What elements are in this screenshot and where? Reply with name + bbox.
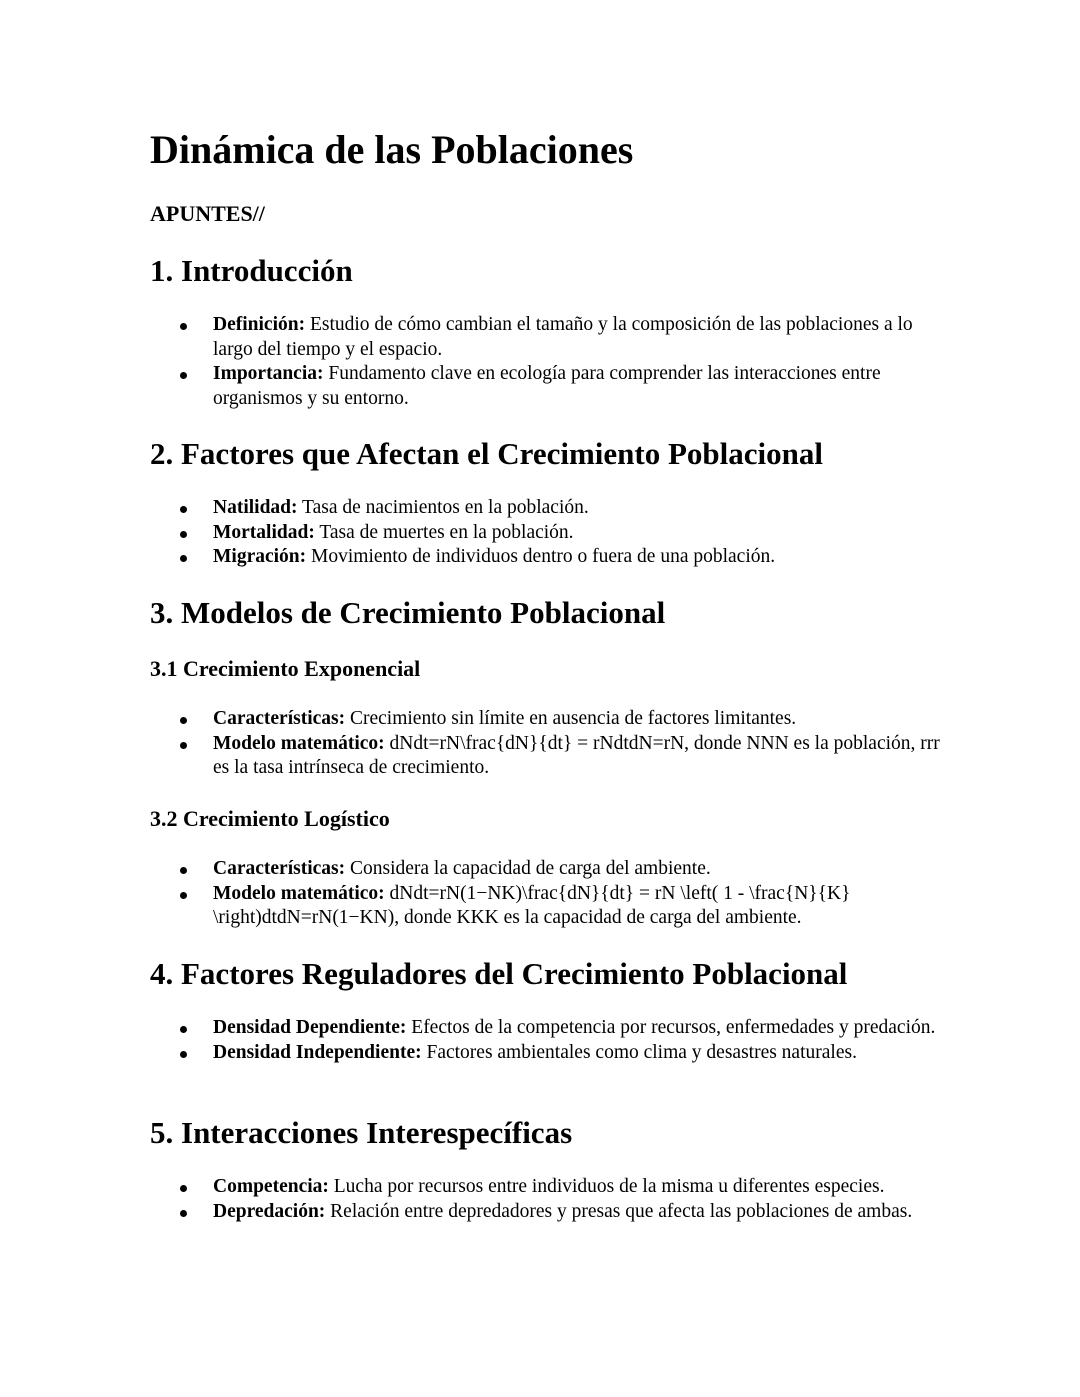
list-item bbox=[150, 1200, 940, 1225]
list-item-text: Tasa de nacimientos en la población. bbox=[297, 497, 589, 518]
list-item bbox=[150, 496, 940, 521]
list-item-term: Modelo matemático: bbox=[213, 882, 385, 904]
list-item bbox=[150, 545, 940, 570]
list-item-text: Factores ambientales como clima y desastres naturales. bbox=[421, 1041, 857, 1063]
list-item-text: Relación entre depredadores y presas que afecta las poblaciones de ambas. bbox=[325, 1200, 913, 1222]
list-item-term: Modelo matemático: bbox=[213, 732, 385, 754]
list-item-text: Tasa de muertes en la población. bbox=[314, 521, 574, 543]
list-item bbox=[150, 1041, 940, 1066]
list-item-term: Densidad Independiente: bbox=[213, 1041, 422, 1063]
list-item-term: Características: bbox=[213, 858, 346, 879]
section-heading-reguladores: 4. Factores Reguladores del Crecimiento Poblacional bbox=[150, 956, 848, 991]
section-heading-modelos: 3. Modelos de Crecimiento Poblacional bbox=[150, 595, 666, 630]
document-subtitle: APUNTES// bbox=[150, 201, 265, 226]
list-item-term: Mortalidad: bbox=[213, 521, 315, 543]
section-heading-interacciones: 5. Interacciones Interespecíficas bbox=[150, 1115, 573, 1150]
list-item-term: Definición: bbox=[213, 314, 306, 335]
subsection-heading-exponencial: 3.1 Crecimiento Exponencial bbox=[150, 656, 421, 681]
list-item bbox=[150, 732, 940, 781]
section-heading-factores: 2. Factores que Afectan el Crecimiento Poblacional bbox=[150, 436, 823, 471]
bullet-list-interacciones bbox=[150, 1175, 940, 1224]
list-item-term: Migración: bbox=[213, 546, 307, 567]
list-item-text: dNdt=rN(1−NK)\frac{dN}{dt} = rN \left( 1 - \frac{N}{K} \right)dtdN=rN(1−KN), donde KKK es la capacidad de carga del ambiente. bbox=[213, 882, 851, 928]
bullet-list-introduccion bbox=[150, 313, 940, 411]
list-item-text: Considera la capacidad de carga del ambiente. bbox=[345, 858, 711, 879]
bullet-list-factores bbox=[150, 496, 940, 570]
list-item-term: Densidad Dependiente: bbox=[213, 1017, 407, 1038]
list-item-text: Efectos de la competencia por recursos, enfermedades y predación. bbox=[406, 1017, 936, 1038]
list-item bbox=[150, 313, 940, 362]
list-item-term: Características: bbox=[213, 708, 346, 729]
list-item-text: Movimiento de individuos dentro o fuera de una población. bbox=[306, 546, 776, 567]
list-item-term: Competencia: bbox=[213, 1176, 329, 1197]
list-item-term: Importancia: bbox=[213, 363, 324, 384]
list-item bbox=[150, 521, 940, 546]
list-item-text: Estudio de cómo cambian el tamaño y la composición de las poblaciones a lo largo del tiempo y el espacio. bbox=[213, 314, 913, 360]
list-item bbox=[150, 1175, 940, 1200]
bullet-list-exponencial bbox=[150, 707, 940, 781]
list-item-text: Lucha por recursos entre individuos de la misma u diferentes especies. bbox=[328, 1176, 885, 1197]
list-item-text: dNdt=rN\frac{dN}{dt} = rNdtdN=rN, donde NNN es la población, rrr es la tasa intrínseca de crecimiento. bbox=[213, 732, 940, 778]
list-item bbox=[150, 1016, 940, 1041]
list-item bbox=[150, 857, 940, 882]
bullet-list-reguladores bbox=[150, 1016, 940, 1065]
list-item bbox=[150, 362, 940, 411]
subsection-heading-logistico: 3.2 Crecimiento Logístico bbox=[150, 806, 390, 831]
list-item bbox=[150, 707, 940, 732]
bullet-list-logistico bbox=[150, 857, 940, 931]
list-item-text: Fundamento clave en ecología para comprender las interacciones entre organismos y su entorno. bbox=[213, 363, 881, 409]
list-item-term: Depredación: bbox=[213, 1200, 326, 1222]
section-heading-introduccion: 1. Introducción bbox=[150, 253, 353, 288]
list-item-term: Natilidad: bbox=[213, 497, 298, 518]
document-title: Dinámica de las Poblaciones bbox=[150, 127, 634, 172]
list-item bbox=[150, 882, 940, 931]
list-item-text: Crecimiento sin límite en ausencia de factores limitantes. bbox=[345, 708, 797, 729]
